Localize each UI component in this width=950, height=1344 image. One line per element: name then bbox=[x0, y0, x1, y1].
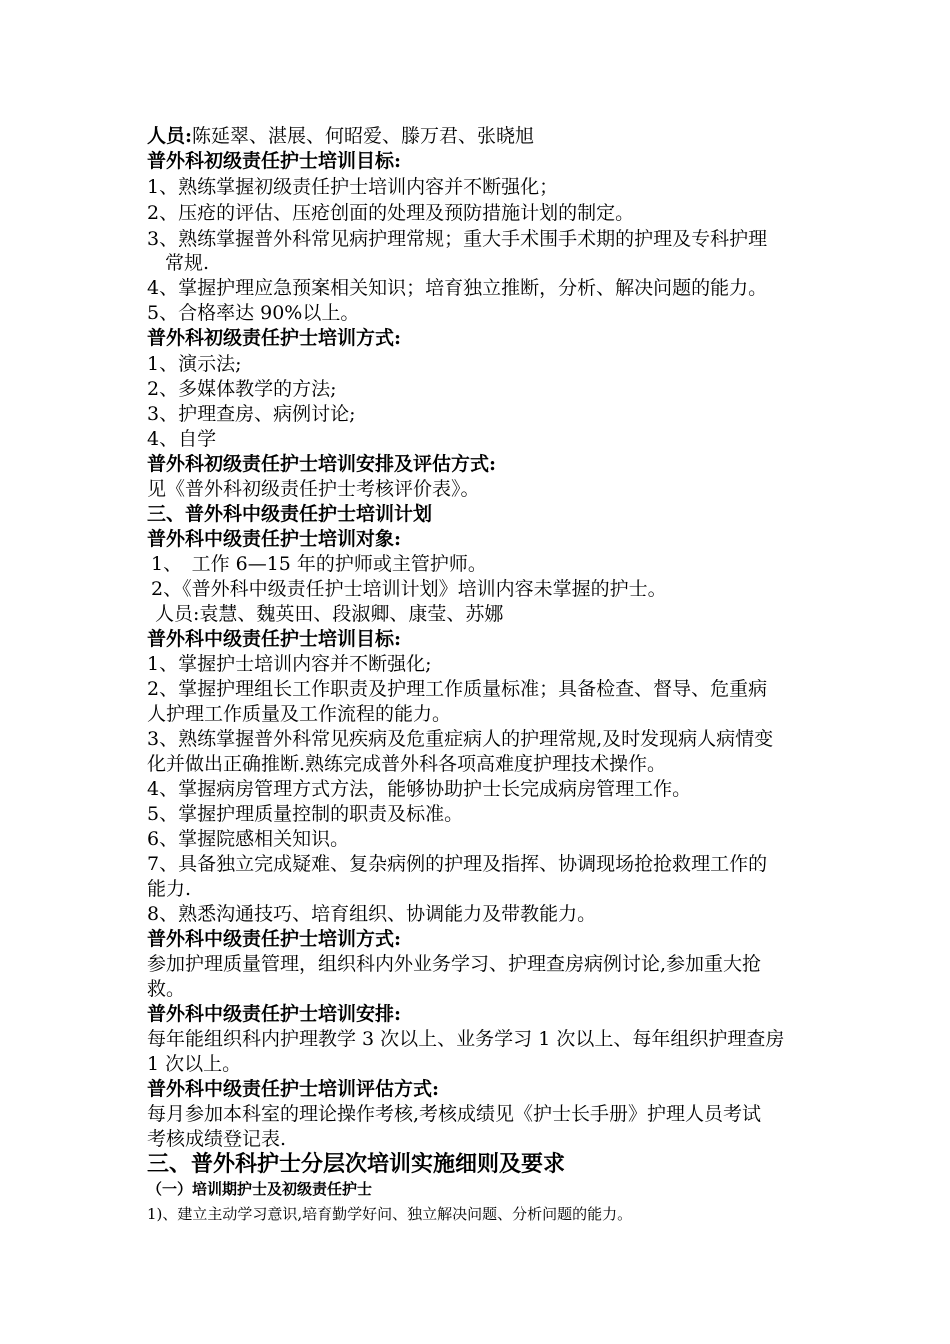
text-line-1 bbox=[147, 124, 534, 148]
line-text: 人护理工作质量及工作流程的能力。 bbox=[147, 703, 452, 725]
text-line-13 bbox=[147, 427, 216, 451]
text-line-32 bbox=[147, 902, 596, 926]
line-text: 2、掌握护理组长工作职责及护理工作质量标准；具备检查、督导、危重病 bbox=[147, 678, 768, 700]
line-text: 4、掌握病房管理方式方法，能够协助护士长完成病房管理工作。 bbox=[147, 778, 692, 800]
line-text: 参加护理质量管理，组织科内外业务学习、护理查房病例讨论,参加重大抢 bbox=[147, 953, 762, 975]
line-text: 2、压疮的评估、压疮创面的处理及预防措施计划的制定。 bbox=[147, 202, 635, 224]
text-line-19 bbox=[151, 577, 667, 601]
text-line-2 bbox=[147, 149, 401, 173]
line-text: 救。 bbox=[147, 978, 186, 1000]
line-text: 普外科中级责任护士培训安排: bbox=[147, 1003, 402, 1025]
text-line-35 bbox=[147, 977, 185, 1001]
line-text: 普外科初级责任护士培训目标: bbox=[147, 150, 402, 172]
text-line-7 bbox=[147, 276, 767, 300]
line-text: 每年能组织科内护理教学 3 次以上、业务学习 1 次以上、每年组织护理查房 bbox=[147, 1028, 785, 1050]
text-line-30 bbox=[147, 852, 767, 876]
text-line-28 bbox=[147, 802, 463, 826]
text-line-17 bbox=[147, 527, 401, 551]
text-line-20 bbox=[155, 602, 503, 626]
text-line-11 bbox=[147, 377, 337, 401]
line-text: 常规. bbox=[165, 252, 210, 274]
line-text: （一）培训期护士及初级责任护士 bbox=[147, 1180, 373, 1198]
text-line-36 bbox=[147, 1002, 401, 1026]
line-label: 人员: bbox=[147, 125, 193, 147]
text-line-42 bbox=[147, 1150, 565, 1178]
text-line-21 bbox=[147, 627, 401, 651]
text-line-41 bbox=[147, 1127, 286, 1151]
text-line-31 bbox=[147, 877, 191, 901]
line-text: 8、熟悉沟通技巧、培育组织、协调能力及带教能力。 bbox=[147, 903, 597, 925]
line-text: 普外科中级责任护士培训目标: bbox=[147, 628, 402, 650]
line-text: 1)、建立主动学习意识,培育勤学好问、独立解决问题、分析问题的能力。 bbox=[147, 1205, 633, 1223]
line-text: 1、演示法; bbox=[147, 353, 242, 375]
line-text: 3、熟练掌握普外科常见疾病及危重症病人的护理常规,及时发现病人病情变 bbox=[147, 728, 774, 750]
line-text: 2、多媒体教学的方法; bbox=[147, 378, 337, 400]
text-line-16 bbox=[147, 502, 432, 526]
line-text: 4、掌握护理应急预案相关知识；培育独立推断，分析、解决问题的能力。 bbox=[147, 277, 768, 299]
text-line-5 bbox=[147, 227, 767, 251]
line-text: 3、熟练掌握普外科常见病护理常规；重大手术围手术期的护理及专科护理 bbox=[147, 228, 768, 250]
text-line-12 bbox=[147, 402, 356, 426]
line-text: 见《普外科初级责任护士考核评价表》。 bbox=[147, 478, 480, 500]
line-text: 7、具备独立完成疑难、复杂病例的护理及指挥、协调现场抢抢救理工作的 bbox=[147, 853, 768, 875]
text-line-33 bbox=[147, 927, 401, 951]
text-line-27 bbox=[147, 777, 691, 801]
line-text: 考核成绩登记表. bbox=[147, 1128, 287, 1150]
text-line-22 bbox=[147, 652, 432, 676]
line-text: 普外科中级责任护士培训评估方式: bbox=[147, 1078, 440, 1100]
text-line-34 bbox=[147, 952, 761, 976]
line-text: 普外科初级责任护士培训安排及评估方式: bbox=[147, 453, 497, 475]
text-line-38 bbox=[147, 1052, 241, 1076]
line-text: 4、自学 bbox=[147, 428, 217, 450]
text-line-43 bbox=[147, 1178, 372, 1200]
line-text: 5、合格率达 90%以上。 bbox=[147, 302, 360, 324]
text-line-39 bbox=[147, 1077, 439, 1101]
text-line-18 bbox=[151, 552, 487, 576]
line-text: 3、护理查房、病例讨论; bbox=[147, 403, 356, 425]
line-text: 1、 工作 6—15 年的护师或主管护师。 bbox=[151, 553, 487, 575]
line-text: 化并做出正确推断.熟练完成普外科各项高难度护理技术操作。 bbox=[147, 753, 667, 775]
text-line-44 bbox=[147, 1203, 632, 1225]
line-text: 每月参加本科室的理论操作考核,考核成绩见《护士长手册》护理人员考试 bbox=[147, 1103, 762, 1125]
line-text: 陈延翠、湛展、何昭爱、滕万君、张晓旭 bbox=[192, 125, 535, 147]
line-text: 1 次以上。 bbox=[147, 1053, 242, 1075]
text-line-26 bbox=[147, 752, 666, 776]
line-text: 6、掌握院感相关知识。 bbox=[147, 828, 350, 850]
text-line-29 bbox=[147, 827, 349, 851]
line-text: 普外科中级责任护士培训对象: bbox=[147, 528, 402, 550]
line-text: 2、《普外科中级责任护士培训计划》培训内容未掌握的护士。 bbox=[151, 578, 667, 600]
text-line-37 bbox=[147, 1027, 784, 1051]
line-text: 1、熟练掌握初级责任护士培训内容并不断强化； bbox=[147, 176, 559, 198]
line-text: 5、掌握护理质量控制的职责及标准。 bbox=[147, 803, 464, 825]
text-line-9 bbox=[147, 326, 401, 350]
text-line-3 bbox=[147, 175, 558, 199]
text-line-15 bbox=[147, 477, 480, 501]
line-text: 人员:袁慧、魏英田、段淑卿、康莹、苏娜 bbox=[155, 603, 504, 625]
text-line-4 bbox=[147, 201, 634, 225]
line-text: 普外科初级责任护士培训方式: bbox=[147, 327, 402, 349]
text-line-24 bbox=[147, 702, 451, 726]
text-line-6 bbox=[165, 251, 209, 275]
line-text: 三、普外科护士分层次培训实施细则及要求 bbox=[147, 1151, 566, 1177]
text-line-10 bbox=[147, 352, 242, 376]
text-line-40 bbox=[147, 1102, 761, 1126]
text-line-14 bbox=[147, 452, 496, 476]
line-text: 能力. bbox=[147, 878, 192, 900]
text-line-25 bbox=[147, 727, 773, 751]
line-text: 1、掌握护士培训内容并不断强化; bbox=[147, 653, 432, 675]
text-line-23 bbox=[147, 677, 767, 701]
line-text: 三、普外科中级责任护士培训计划 bbox=[147, 503, 433, 525]
text-line-8 bbox=[147, 301, 359, 325]
line-text: 普外科中级责任护士培训方式: bbox=[147, 928, 402, 950]
